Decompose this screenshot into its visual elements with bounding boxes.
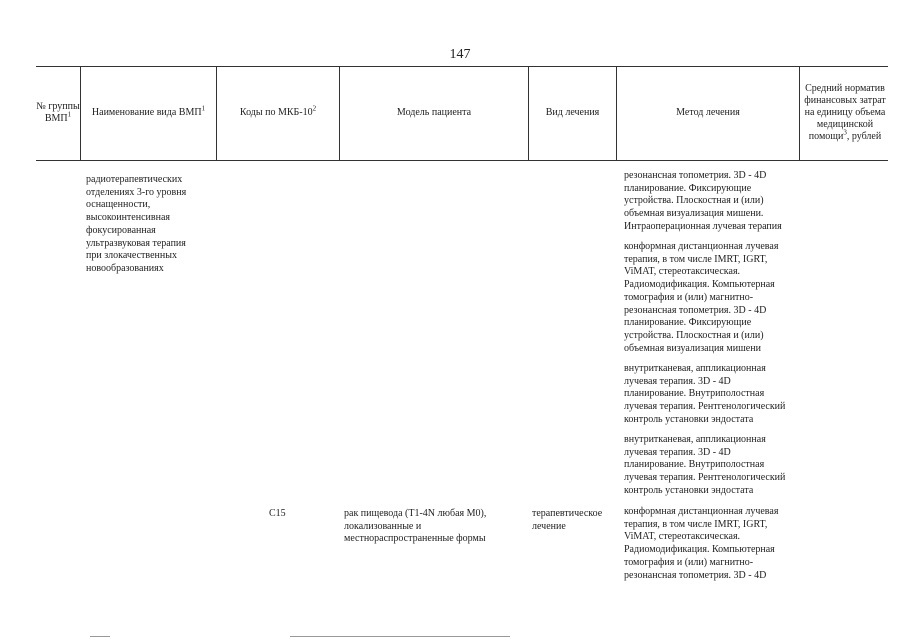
header-group-number-text: № группы ВМП$^1$ — [36, 101, 80, 124]
header-treatment-type — [529, 66, 616, 160]
treatment-method-cell: внутритканевая, аппликационная лучевая терапия. 3D - 4D планирование. Внутриполостная лучевая терапия. Рентгенологический контроль установки эндостата — [624, 434, 786, 496]
header-vmp-name — [81, 66, 216, 160]
treatment-method-cell: конформная дистанционная лучевая терапия, в том числе IMRT, IGRT, ViMAT, стереотаксическая. Радиомодификация. Компьютерная томография и (или) магнитно- резонансная топометрия. 3D - 4D — [624, 506, 779, 581]
header-patient-model-text: Модель пациента — [396, 107, 472, 118]
treatment-method-cell: резонансная топометрия. 3D - 4D планирование. Фиксирующие устройства. Плоскостная и (или) объемная визуализация мишени. Интраоперационная лучевая терапия — [624, 170, 782, 232]
header-treatment-method-text: Метод лечения — [676, 107, 740, 118]
header-icd-codes — [217, 66, 339, 160]
scan-line-fragment — [290, 636, 510, 637]
page-number: 147 — [449, 47, 471, 62]
header-average-cost — [800, 66, 890, 160]
header-bottom-border — [36, 160, 888, 161]
vmp-name-cell: радиотерапевтических отделениях 3-го уровня оснащенности, высокоинтенсивная фокусированная ультразвуковая терапия при злокачественных новообразованиях — [86, 174, 187, 274]
header-treatment-type-text: Вид лечения — [545, 107, 600, 118]
header-icd-codes-text: Коды по МКБ-$10^2$ — [239, 104, 317, 118]
treatment-method-cell: внутритканевая, аппликационная лучевая терапия. 3D - 4D планирование. Внутриполостная лучевая терапия. Рентгенологический контроль установки эндостата — [624, 363, 786, 425]
header-average-cost-text: Средний норматив финансовых затрат на единицу объема медицинской помощи$^3$, рублей — [804, 83, 886, 142]
header-vmp-name-text: Наименование вида ВМП$^1$ — [91, 104, 206, 118]
treatment-type-cell: терапевтическое лечение — [532, 508, 603, 532]
patient-model-cell: рак пищевода (T1-4N любая M0), локализованные и местнораспространенные формы — [344, 508, 487, 545]
treatment-method-cell: конформная дистанционная лучевая терапия, в том числе IMRT, IGRT, ViMAT, стереотаксическая. Радиомодификация. Компьютерная томография и (или) магнитно- резонансная топометрия. 3D - 4D планирование. Фиксирующие устройства. Плоскостная и (или) объемная визуализация мишени — [624, 241, 779, 354]
scan-line-fragment — [90, 636, 110, 637]
header-group-number — [36, 66, 80, 160]
header-patient-model — [340, 66, 528, 160]
icd-code-cell: C15 — [269, 508, 286, 519]
header-treatment-method — [617, 66, 799, 160]
